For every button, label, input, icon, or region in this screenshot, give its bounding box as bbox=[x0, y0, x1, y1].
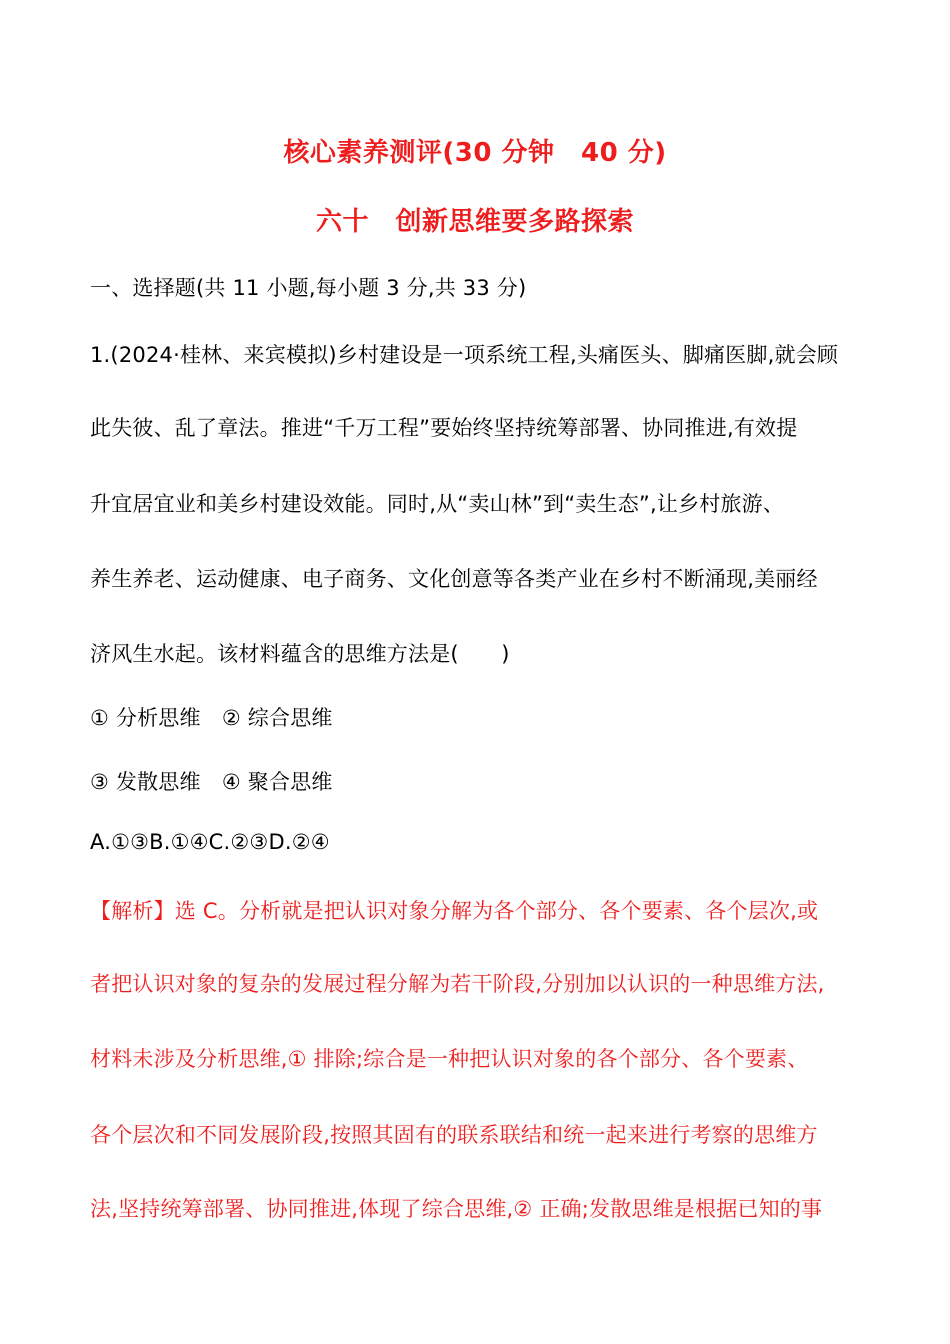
question-line: 此失彼、乱了章法。推进“千万工程”要始终坚持统筹部署、协同推进,有效提 bbox=[90, 416, 798, 440]
analysis-line: 材料未涉及分析思维,① 排除;综合是一种把认识对象的各个部分、各个要素、 bbox=[90, 1047, 809, 1071]
answer-choices: A.①③B.①④C.②③D.②④ bbox=[90, 830, 330, 854]
option-row: ③ 发散思维 ④ 聚合思维 bbox=[90, 770, 333, 794]
option-row: ① 分析思维 ② 综合思维 bbox=[90, 706, 333, 730]
question-line: 养生养老、运动健康、电子商务、文化创意等各类产业在乡村不断涌现,美丽经 bbox=[90, 567, 818, 591]
analysis-line: 各个层次和不同发展阶段,按照其固有的联系联结和统一起来进行考察的思维方 bbox=[90, 1123, 818, 1147]
page-title: 核心素养测评(30 分钟 40 分) bbox=[283, 138, 667, 168]
question-line: 济风生水起。该材料蕴含的思维方法是( ) bbox=[90, 642, 510, 666]
analysis-line: 【解析】选 C。分析就是把认识对象分解为各个部分、各个要素、各个层次,或 bbox=[90, 899, 819, 923]
question-line: 1.(2024·桂林、来宾模拟)乡村建设是一项系统工程,头痛医头、脚痛医脚,就会顾 bbox=[90, 343, 839, 367]
question-line: 升宜居宜业和美乡村建设效能。同时,从“卖山林”到“卖生态”,让乡村旅游、 bbox=[90, 492, 785, 516]
lesson-subtitle: 六十 创新思维要多路探索 bbox=[315, 207, 634, 237]
analysis-line: 者把认识对象的复杂的发展过程分解为若干阶段,分别加以认识的一种思维方法, bbox=[90, 972, 825, 996]
section-heading: 一、选择题(共 11 小题,每小题 3 分,共 33 分) bbox=[90, 276, 527, 300]
analysis-line: 法,坚持统筹部署、协同推进,体现了综合思维,② 正确;发散思维是根据已知的事 bbox=[90, 1197, 823, 1221]
